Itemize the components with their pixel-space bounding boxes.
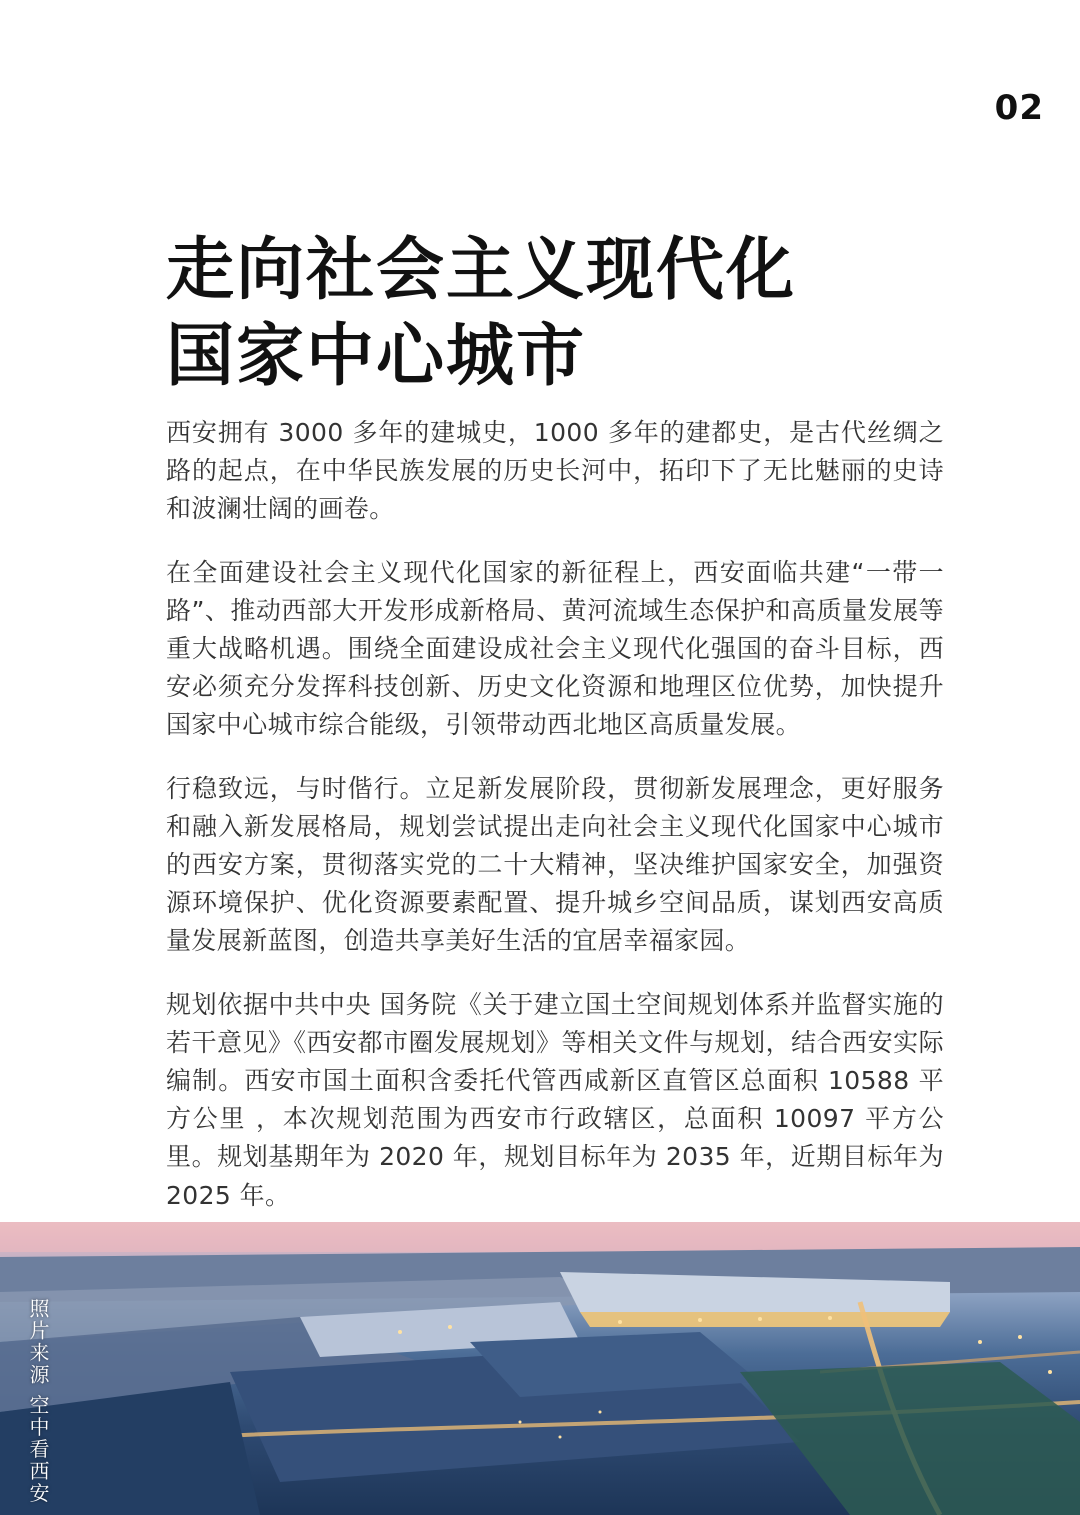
paragraph-basis: 规划依据中共中央 国务院《关于建立国土空间规划体系并监督实施的若干意见》《西安都市圈发展规划》等相关文件与规划，结合西安实际编制。西安市国土面积含委托代管西咸新区直管区总面积 10588 平方公里 ，本次规划范围为西安市行政辖区，总面积 10097 平方公里。规划基期年为 2020 年，规划目标年为 2035 年，近期目标年为 2025 年。	[166, 989, 944, 1210]
terminal-lights	[580, 1312, 950, 1327]
paragraph-history: 西安拥有 3000 多年的建城史，1000 多年的建都史，是古代丝绸之路的起点，在中华民族发展的历史长河中，拓印下了无比魅丽的史诗和波澜壮阔的画卷。	[166, 418, 944, 524]
airport-aerial-photo	[0, 1222, 1080, 1515]
paragraph-vision: 行稳致远，与时偕行。立足新发展阶段，贯彻新发展理念，更好服务和融入新发展格局，规划尝试提出走向社会主义现代化国家中心城市的西安方案，贯彻落实党的二十大精神，坚决维护国家安全，加强资源环境保护、优化资源要素配置、提升城乡空间品质，谋划西安高质量发展新蓝图，创造共享美好生活的宜居幸福家园。	[166, 773, 944, 956]
page-number: 02	[994, 88, 1044, 128]
photo-credit: 照片来源 空中看西安	[26, 1298, 50, 1505]
paragraph-opportunities: 在全面建设社会主义现代化国家的新征程上，西安面临共建“一带一路”、推动西部大开发形成新格局、黄河流域生态保护和高质量发展等重大战略机遇。围绕全面建设成社会主义现代化强国的奋斗目标，西安必须充分发挥科技创新、历史文化资源和地理区位优势，加快提升国家中心城市综合能级，引领带动西北地区高质量发展。	[166, 557, 944, 740]
sky-glow	[0, 1222, 1080, 1252]
airport-illustration	[0, 1222, 1080, 1515]
page-title-line-1: 走向社会主义现代化	[166, 231, 797, 310]
page-title	[166, 228, 966, 400]
body-text	[166, 414, 944, 1240]
page-title-line-2: 国家中心城市	[166, 317, 587, 396]
